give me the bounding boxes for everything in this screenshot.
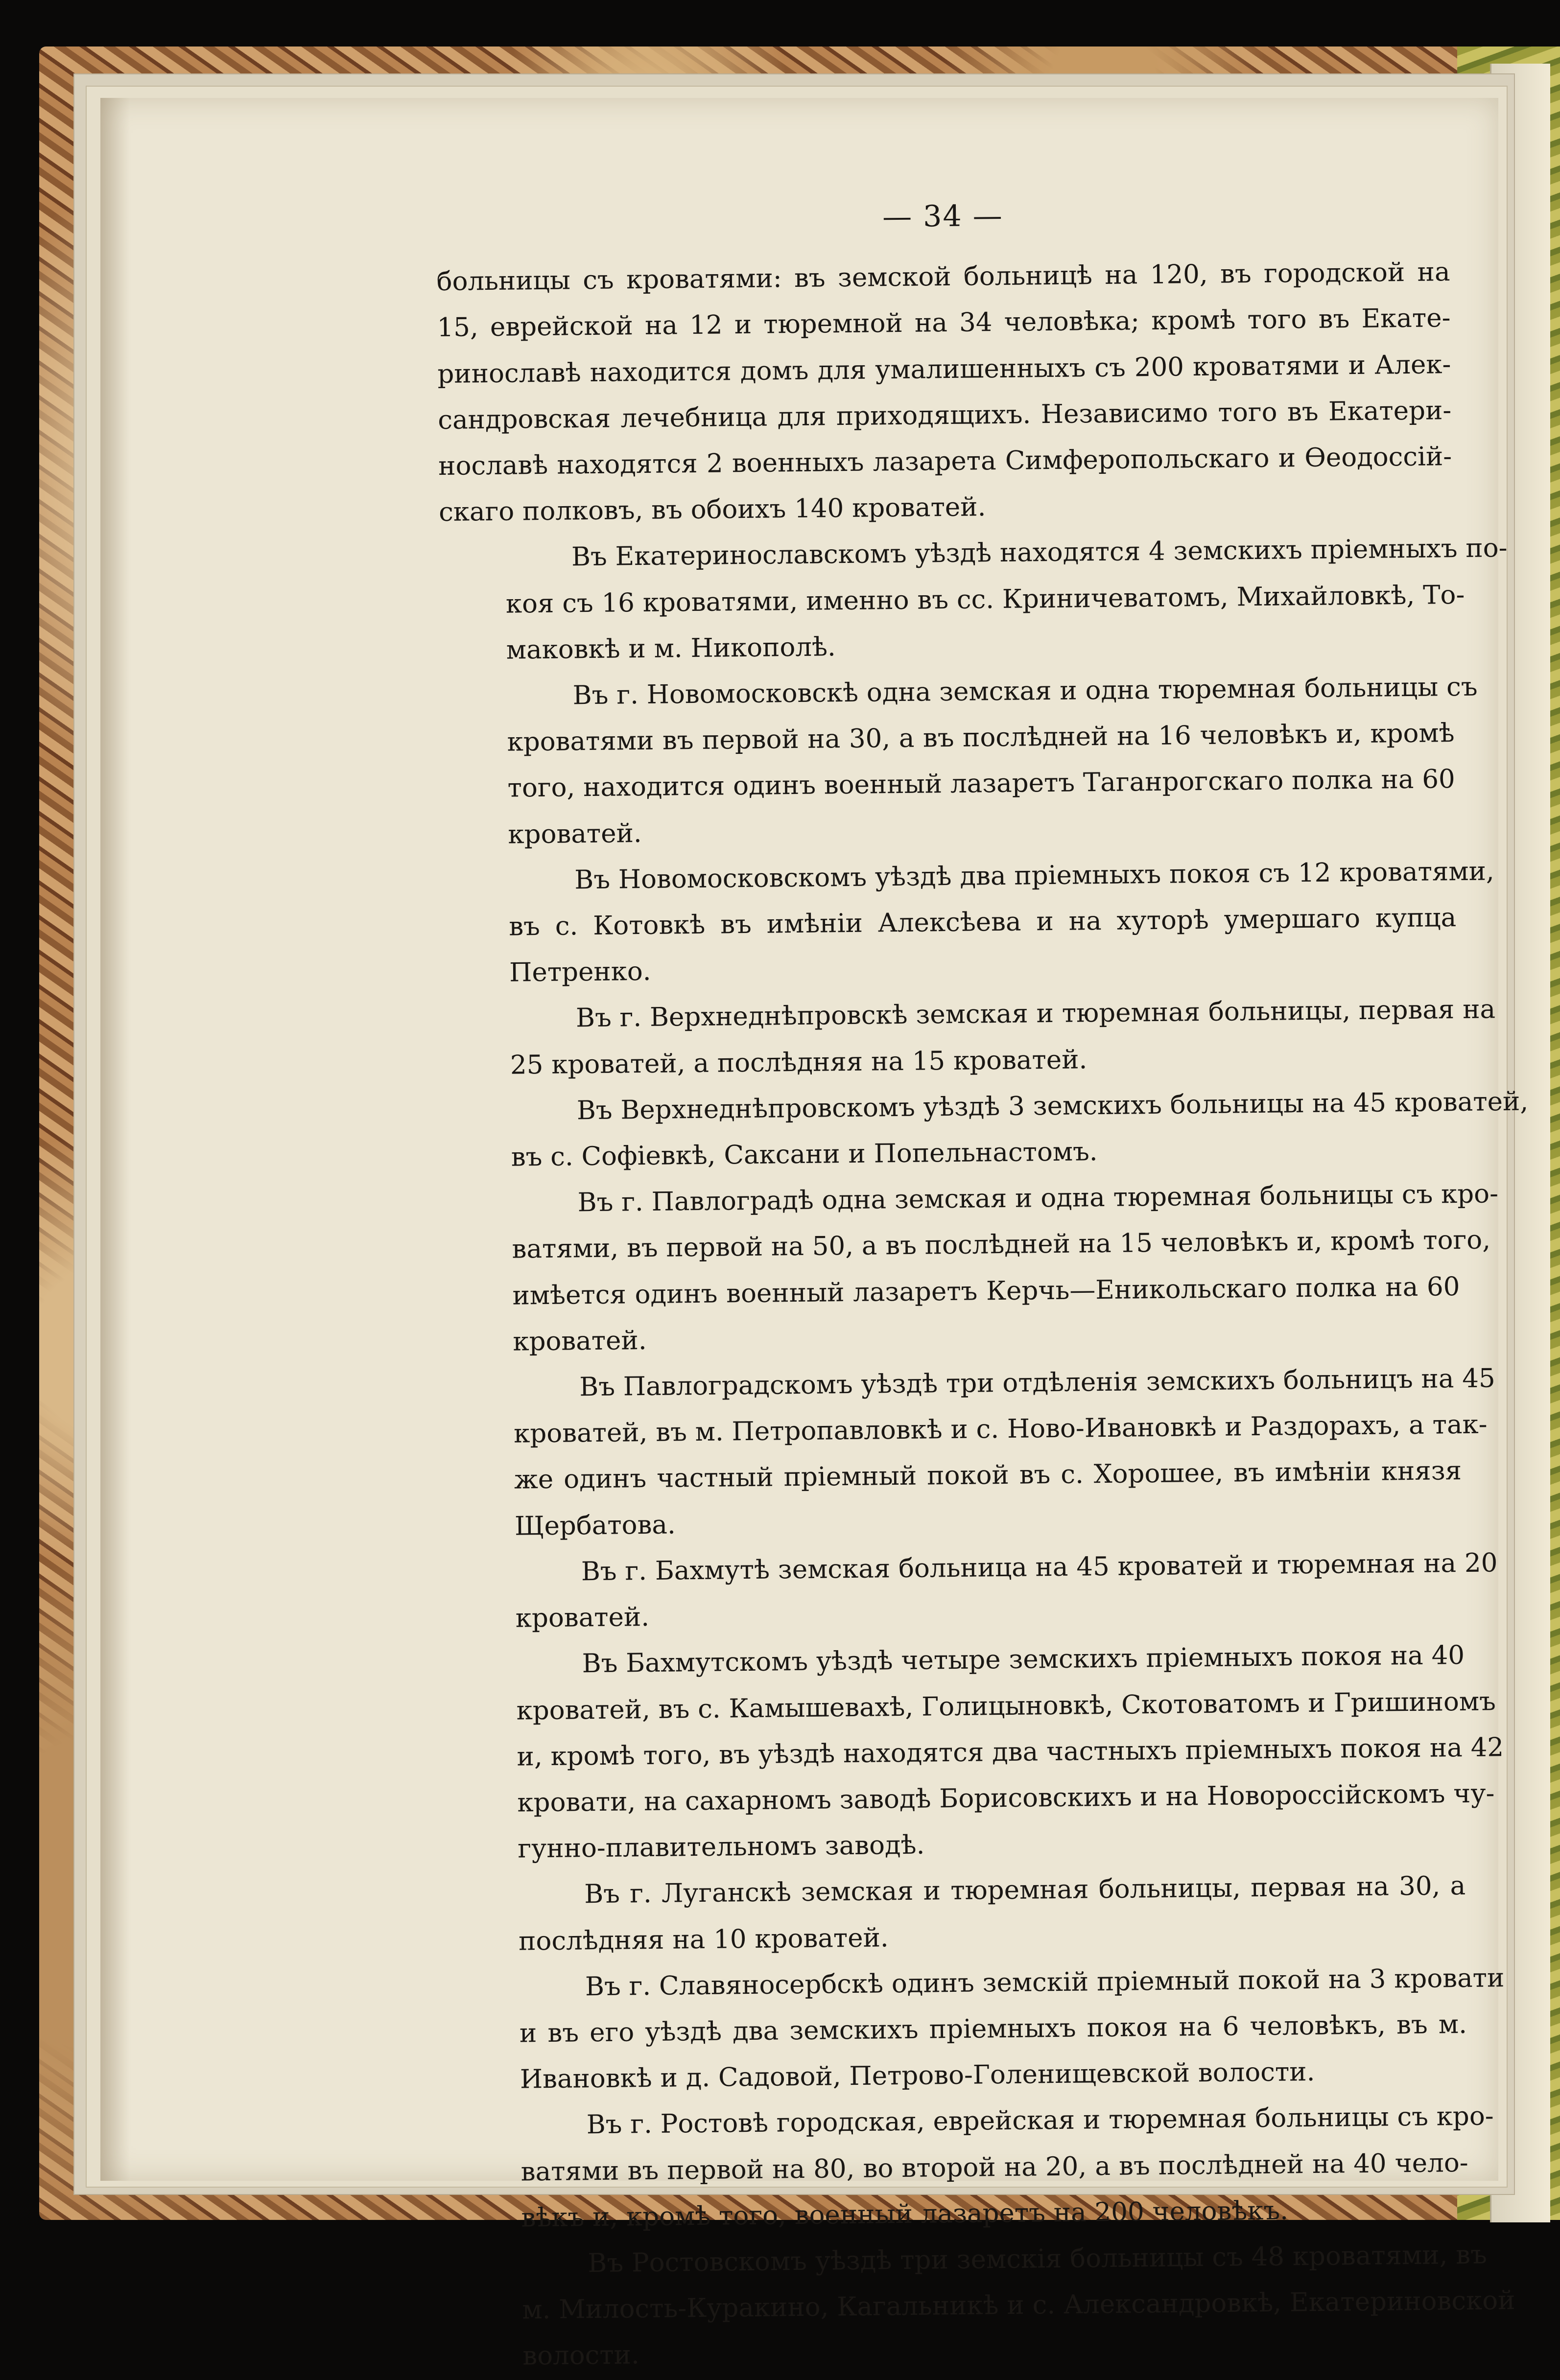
paragraph xyxy=(436,249,1452,536)
text-line: кроватями въ первой на 30, а въ послѣдней на 16 человѣкъ и, кромѣ xyxy=(507,718,1455,757)
text-line: вѣкъ и, кромѣ того, военный лазаретъ на 200 человѣкъ. xyxy=(521,2195,1289,2233)
text-line: 15, еврейской на 12 и тюремной на 34 человѣка; кромѣ того въ Екате- xyxy=(437,303,1451,343)
text-line: Ивановкѣ и д. Садовой, Петрово-Голенищевской волости. xyxy=(520,2057,1315,2095)
text-line: и въ его уѣздѣ два земскихъ пріемныхъ покоя на 6 человѣкъ, въ м. xyxy=(519,2009,1467,2049)
text-line: волости. xyxy=(522,2340,640,2371)
text-line: Въ г. Новомосковскѣ одна земская и одна тюремная больницы съ xyxy=(572,672,1478,711)
text-line: кроватей, въ с. Камышевахѣ, Голицыновкѣ, Скотоватомъ и Гришиномъ xyxy=(516,1686,1496,1726)
text-line: коя съ 16 кроватями, именно въ сс. Криничеватомъ, Михайловкѣ, То- xyxy=(505,580,1465,619)
text-line: и, кромѣ того, въ уѣздѣ находятся два частныхъ пріемныхъ покоя на 42 xyxy=(517,1732,1504,1772)
text-line: послѣдняя на 10 кроватей. xyxy=(518,1922,889,1957)
text-line: Въ Бахмутскомъ уѣздѣ четыре земскихъ пріемныхъ покоя на 40 xyxy=(582,1640,1465,1679)
text-line: м. Милость-Куракино, Кагальникѣ и с. Александровкѣ, Екатериновской xyxy=(522,2286,1515,2325)
text-line: Въ г. Павлоградѣ одна земская и одна тюремная больницы съ кро- xyxy=(577,1179,1499,1218)
paragraph xyxy=(447,1356,1495,1550)
text-line: Щербатова. xyxy=(514,1510,676,1541)
text-line: ватями въ первой на 80, во второй на 20, а въ послѣдней на 40 чело- xyxy=(520,2147,1468,2187)
paragraph xyxy=(445,1171,1499,1366)
text-line: 25 кроватей, а послѣдняя на 15 кроватей. xyxy=(510,1044,1087,1080)
text-line: маковкѣ и м. Никополѣ. xyxy=(506,632,836,665)
page-number: — 34 — xyxy=(882,198,1003,234)
text-line: Въ г. Ростовѣ городская, еврейская и тюремная больницы съ кро- xyxy=(586,2101,1494,2140)
paragraph xyxy=(444,1079,1529,1181)
text-line: скаго полковъ, въ обоихъ 140 кроватей. xyxy=(438,492,986,528)
text-line: ринославѣ находится домъ для умалишенныхъ съ 200 кроватями и Алек- xyxy=(437,349,1451,389)
text-line: Въ Верхнеднѣпровскомъ уѣздѣ 3 земскихъ больницы на 45 кроватей, xyxy=(576,1086,1529,1126)
text-line: въ с. Котовкѣ въ имѣніи Алексѣева и на хуторѣ умершаго купца xyxy=(508,903,1457,942)
text-line: Въ Павлоградскомъ уѣздѣ три отдѣленія земскихъ больницъ на 45 xyxy=(579,1363,1495,1402)
text-line: Въ Екатеринославскомъ уѣздѣ находятся 4 земскихъ пріемныхъ по- xyxy=(571,533,1508,572)
text-line: больницы съ кроватями: въ земской больницѣ на 120, въ городской на xyxy=(436,257,1450,297)
text-line: кроватей. xyxy=(508,818,642,850)
text-line: кроватей. xyxy=(515,1602,650,1633)
text-line: нославѣ находятся 2 военныхъ лазарета Симферопольскаго и Ѳеодоссій- xyxy=(438,442,1452,481)
paragraph xyxy=(439,526,1508,674)
text-line: Въ г. Луганскѣ земская и тюремная больницы, первая на 30, а xyxy=(584,1871,1466,1910)
text-line: въ с. Софіевкѣ, Саксани и Попельнастомъ. xyxy=(511,1137,1098,1172)
text-line: ватями, въ первой на 50, а въ послѣдней на 15 человѣкъ и, кромѣ того, xyxy=(512,1225,1491,1265)
text-line: кроватей. xyxy=(513,1325,647,1357)
paragraph xyxy=(454,2094,1494,2241)
text-line: кроватей, въ м. Петропавловкѣ и с. Ново-Ивановкѣ и Раздорахъ, а так- xyxy=(513,1409,1488,1449)
page-fold-shadow xyxy=(100,98,130,2181)
text-line: Петренко. xyxy=(509,957,651,988)
text-line: кровати, на сахарномъ заводѣ Борисовскихъ и на Новороссійскомъ чу- xyxy=(517,1778,1495,1818)
text-line: Въ г. Славяносербскѣ одинъ земскій пріемный покой на 3 кровати xyxy=(585,1962,1505,2002)
paragraph xyxy=(442,849,1494,997)
paragraph xyxy=(444,987,1496,1089)
paragraph xyxy=(452,1863,1466,1965)
text-line: гунно-плавительномъ заводѣ. xyxy=(518,1830,925,1864)
paragraph xyxy=(440,664,1478,859)
text-line: Въ Новомосковскомъ уѣздѣ два пріемныхъ покоя съ 12 кроватями, xyxy=(574,856,1494,895)
paragraph xyxy=(453,1956,1505,2103)
text-line: же одинъ частный пріемный покой въ с. Хорошее, въ имѣніи князя xyxy=(514,1456,1462,1495)
paragraph xyxy=(455,2232,1515,2380)
paragraphs-container xyxy=(436,249,1529,2380)
text-line: сандровская лечебница для приходящихъ. Независимо того въ Екатери- xyxy=(438,395,1452,435)
text-line: Въ Ростовскомъ уѣздѣ три земскія больницы съ 48 кроватями, въ xyxy=(588,2240,1488,2279)
text-line: того, находится одинъ военный лазаретъ Таганрогскаго полка на 60 xyxy=(507,764,1456,804)
paragraph xyxy=(449,1540,1498,1642)
page-text-block xyxy=(436,188,1529,2380)
paragraph xyxy=(449,1633,1504,1873)
text-line: имѣется одинъ военный лазаретъ Керчь—Еникольскаго полка на 60 xyxy=(512,1271,1460,1311)
text-line: Въ г. Верхнеднѣпровскѣ земская и тюремная больницы, первая на xyxy=(575,994,1496,1033)
text-line: Въ г. Бахмутѣ земская больница на 45 кроватей и тюремная на 20 xyxy=(581,1548,1498,1587)
